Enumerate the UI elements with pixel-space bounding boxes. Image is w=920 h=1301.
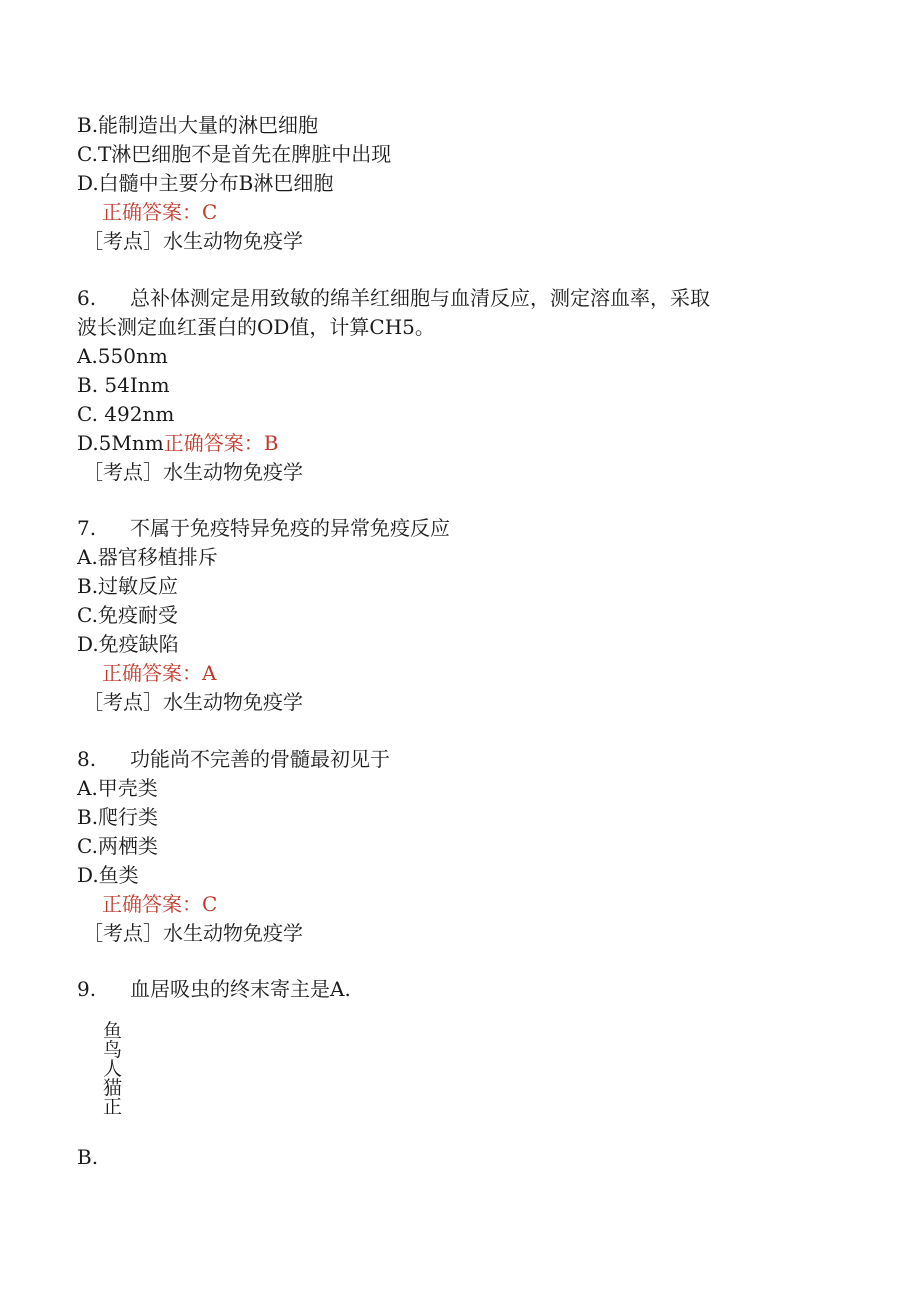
q9-option-b: B.: [77, 1145, 99, 1169]
q9-vertical-char: 鸟: [103, 1039, 123, 1061]
q7-answer: 正确答案：A: [102, 661, 217, 685]
q5-kaodian: ［考点］水生动物免疫学: [83, 229, 303, 253]
q6-option-a: A.550nm: [77, 344, 168, 368]
q7-option-c: C.免疫耐受: [77, 603, 178, 627]
q8-answer: 正确答案：C: [102, 892, 218, 916]
q6-stem-line2: 波长测定血红蛋白的OD值，计算CH5。: [77, 315, 435, 339]
q5-answer: 正确答案：C: [102, 200, 218, 224]
q8-option-d: D.鱼类: [77, 863, 139, 887]
q7-option-d: D.免疫缺陷: [77, 632, 179, 656]
q8-option-b: B.爬行类: [77, 805, 159, 829]
q7-option-b: B.过敏反应: [77, 574, 179, 598]
q8-kaodian: ［考点］水生动物免疫学: [83, 921, 303, 945]
q9-stem: 血居吸虫的终末寄主是A.: [130, 977, 351, 1001]
q9-number: 9.: [77, 977, 97, 1001]
q9-vertical-char: 人: [103, 1058, 123, 1080]
q6-kaodian: ［考点］水生动物免疫学: [83, 460, 303, 484]
q7-kaodian: ［考点］水生动物免疫学: [83, 690, 303, 714]
q6-answer: 正确答案：B: [163, 431, 279, 455]
q8-option-a: A.甲壳类: [77, 776, 158, 800]
q9-vertical-char: 正: [103, 1096, 123, 1118]
q5-option-d: D.白髓中主要分布B淋巴细胞: [77, 171, 334, 195]
q6-number: 6.: [77, 286, 97, 310]
q8-option-c: C.两栖类: [77, 834, 158, 858]
q6-option-c: C. 492nm: [77, 402, 175, 426]
q9-vertical-char: 鱼: [103, 1020, 123, 1042]
q6-option-b: B. 54Inm: [77, 373, 170, 397]
q7-stem: 不属于免疫特异免疫的异常免疫反应: [130, 516, 450, 540]
q5-option-b: B.能制造出大量的淋巴细胞: [77, 113, 319, 137]
q9-vertical-options: [103, 1022, 125, 1117]
q5-option-c: C.T淋巴细胞不是首先在脾脏中出现: [77, 142, 392, 166]
q7-number: 7.: [77, 516, 97, 540]
q8-number: 8.: [77, 747, 97, 771]
q8-stem: 功能尚不完善的骨髓最初见于: [130, 747, 390, 771]
q6-option-d-line: [77, 431, 278, 455]
q7-option-a: A.器官移植排斥: [77, 545, 218, 569]
q9-vertical-char: 猫: [103, 1077, 123, 1099]
q6-option-d: D.5Mnm: [77, 431, 164, 455]
q6-stem-line1: 总补体测定是用致敏的绵羊红细胞与血清反应，测定溶血率，采取: [130, 286, 710, 310]
